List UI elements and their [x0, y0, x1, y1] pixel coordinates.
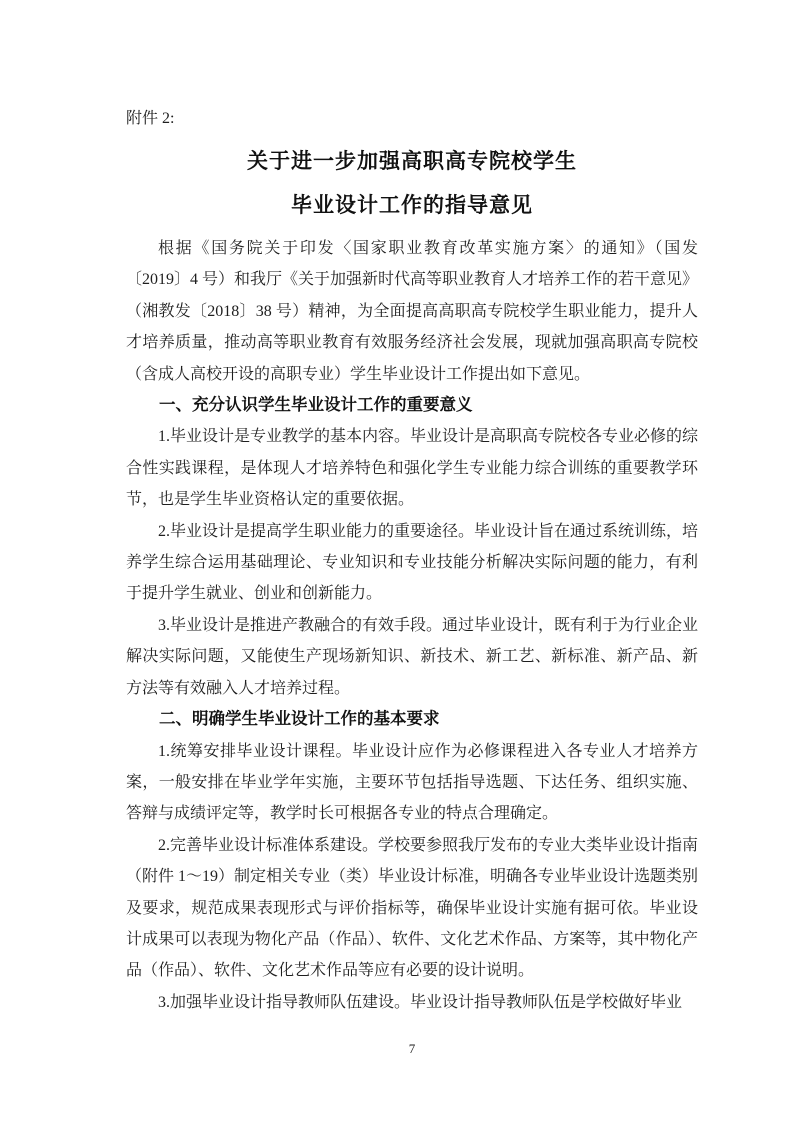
document-content: [126, 108, 698, 1018]
section-2-paragraph-1: 1.统筹安排毕业设计课程。毕业设计应作为必修课程进入各专业人才培养方案，一般安排在毕业学年实施，主要环节包括指导选题、下达任务、组织实施、答辩与成绩评定等，教学时长可根据各专业的特点合理确定。: [126, 742, 698, 823]
section-2-paragraph-3: 3.加强毕业设计指导教师队伍建设。毕业设计指导教师队伍是学校做好毕业: [158, 993, 683, 1011]
section-2-heading: 二、明确学生毕业设计工作的基本要求: [159, 710, 440, 729]
section-1-paragraph-1: 1.毕业设计是专业教学的基本内容。毕业设计是高职高专院校各专业必修的综合性实践课程，是体现人才培养特色和强化学生专业能力综合训练的重要教学环节，也是学生毕业资格认定的重要依据。: [126, 428, 699, 509]
section-1-heading: 一、充分认识学生毕业设计工作的重要意义: [159, 396, 473, 415]
section-1-paragraph-3: 3.毕业设计是推进产教融合的有效手段。通过毕业设计，既有利于为行业企业解决实际问题，又能使生产现场新知识、新技术、新工艺、新标准、新产品、新方法等有效融入人才培养过程。: [126, 616, 699, 697]
page-number: 7: [408, 1041, 416, 1056]
document-title-line2: 毕业设计工作的指导意见: [291, 194, 533, 217]
document-title-line1: 关于进一步加强高职高专院校学生: [247, 150, 577, 173]
section-1-paragraph-2: 2.毕业设计是提高学生职业能力的重要途径。毕业设计旨在通过系统训练，培养学生综合运用基础理论、专业知识和专业技能分析解决实际问题的能力，有利于提升学生就业、创业和创新能力。: [126, 522, 699, 603]
intro-paragraph: 根据《国务院关于印发〈国家职业教育改革实施方案〉的通知》（国发〔2019〕4 号）和我厅《关于加强新时代高等职业教育人才培养工作的若干意见》（湘教发〔2018〕38 号）精神，为全面提高高职高专院校学生职业能力，提升人才培养质量，推动高等职业教育有效服务经济社会发展，现就加强高职高专院校（含成人高校开设的高职专业）学生毕业设计工作提出如下意见。: [126, 240, 699, 383]
attachment-label: 附件 2:: [126, 110, 175, 127]
section-2-paragraph-2: 2.完善毕业设计标准体系建设。学校要参照我厅发布的专业大类毕业设计指南（附件 1～19）制定相关专业（类）毕业设计标准，明确各专业毕业设计选题类别及要求，规范成果表现形式与评价指标等，确保毕业设计实施有据可依。毕业设计成果可以表现为物化产品（作品）、软件、文化艺术作品、方案等，其中物化产品（作品）、软件、文化艺术作品等应有必要的设计说明。: [126, 836, 699, 980]
